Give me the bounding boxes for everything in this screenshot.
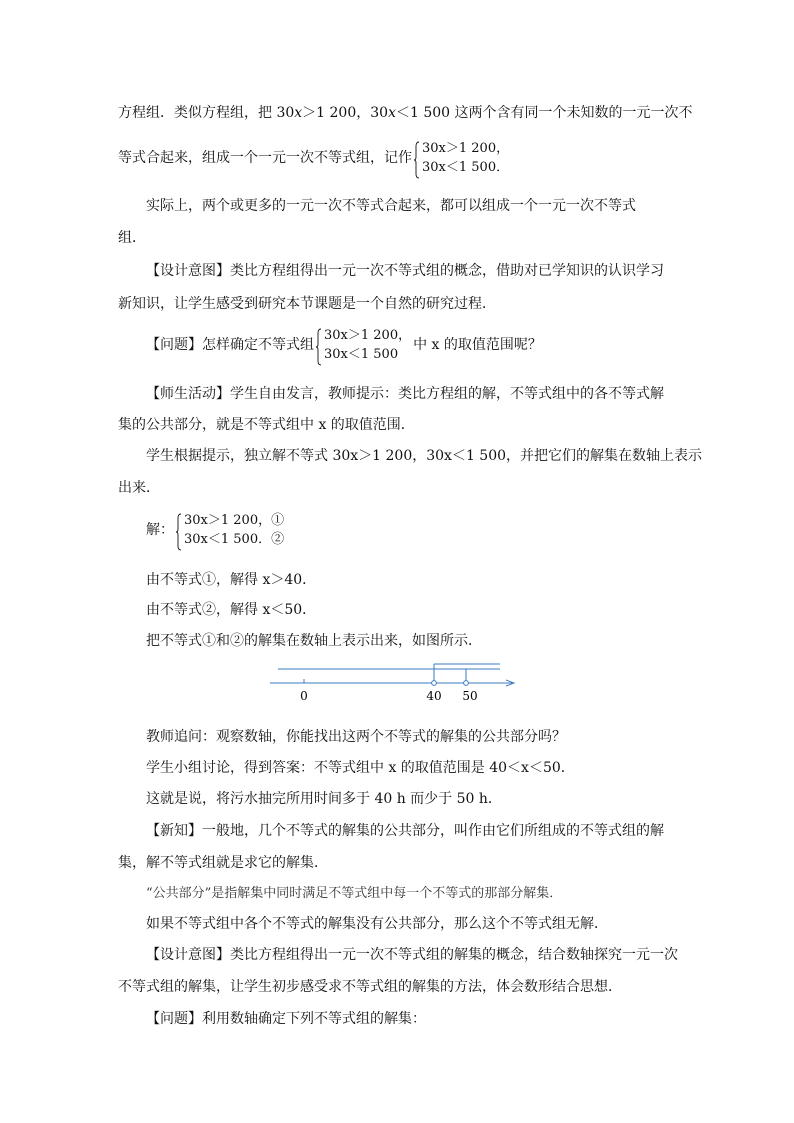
- paragraph-18-line-1: 【设计意图】类比方程组得出一元一次不等式组的解集的概念，结合数轴探究一元一次: [146, 947, 678, 963]
- paragraph-6-line-1: 【师生活动】学生自由发言，教师提示：类比方程组的解，不等式组中的各不等式解: [146, 386, 664, 402]
- paragraph-7-line-2: 出来．: [118, 480, 160, 496]
- paragraph-4-line-1: 【设计意图】类比方程组得出一元一次不等式组的概念，借助对已学知识的认识学习: [146, 263, 664, 279]
- paragraph-14: 这就是说，将污水抽完所用时间多于 40 h 而少于 50 h．: [146, 791, 502, 807]
- paragraph-6-line-2: 集的公共部分，就是不等式组中 x 的取值范围．: [118, 417, 415, 433]
- paragraph-3-line-2: 组．: [118, 230, 146, 246]
- open-point-40: [432, 681, 437, 686]
- paragraph-19: 【问题】利用数轴确定下列不等式组的解集：: [146, 1011, 426, 1027]
- inequality-system-3: 30x＞1 200，① 30x＜1 500．②: [176, 511, 284, 549]
- inequality-system-1: 30x＞1 200， 30x＜1 500．: [414, 139, 509, 177]
- tick-label-40: 40: [426, 689, 442, 703]
- paragraph-13: 学生小组讨论，得到答案：不等式组中 x 的取值范围是 40＜x＜50．: [146, 760, 575, 776]
- paragraph-7-line-1: 学生根据提示，独立解不等式 30x＞1 200，30x＜1 500，并把它们的解集在数轴上表示: [146, 448, 703, 464]
- paragraph-15-line-2: 集，解不等式组就是求它的解集．: [118, 855, 328, 871]
- paragraph-16: “公共部分”是指解集中同时满足不等式组中每一个不等式的那部分解集．: [146, 886, 563, 901]
- paragraph-3-line-1: 实际上，两个或更多的一元一次不等式合起来，都可以组成一个一元一次不等式: [146, 198, 636, 214]
- paragraph-5: 【问题】怎样确定不等式组 30x＞1 200， 30x＜1 500 中 x 的取值范围呢？: [146, 325, 542, 365]
- brace-icon: [414, 141, 420, 179]
- open-point-50: [464, 681, 469, 686]
- tick-label-50: 50: [462, 689, 478, 703]
- solution-step-3: 把不等式①和②的解集在数轴上表示出来，如图所示．: [146, 633, 482, 649]
- paragraph-4-line-2: 新知识，让学生感受到研究本节课题是一个自然的研究过程．: [118, 296, 496, 312]
- paragraph-17: 如果不等式组中各个不等式的解集没有公共部分，那么这个不等式组无解．: [146, 916, 608, 932]
- inequality-system-2: 30x＞1 200， 30x＜1 500: [316, 326, 411, 364]
- paragraph-18-line-2: 不等式组的解集，让学生初步感受求不等式组的解集的方法，体会数形结合思想．: [118, 979, 622, 995]
- paragraph-2: 等式合起来，组成一个一元一次不等式组，记作 30x＞1 200， 30x＜1 500．: [118, 138, 511, 178]
- number-line-diagram: [270, 656, 522, 704]
- brace-icon: [176, 513, 182, 551]
- paragraph-12: 教师追问：观察数轴，你能找出这两个不等式的解集的公共部分吗？: [146, 729, 566, 745]
- paragraph-1: 方程组．类似方程组，把 30x＞1 200，30x＜1 500 这两个含有同一个未知数的一元一次不: [118, 105, 693, 121]
- brace-icon: [316, 328, 322, 366]
- tick-label-0: 0: [300, 689, 308, 703]
- solution-step-1: 由不等式①，解得 x＞40．: [146, 572, 317, 588]
- solution-system: 解： 30x＞1 200，① 30x＜1 500．②: [146, 510, 286, 550]
- solution-step-2: 由不等式②，解得 x＜50．: [146, 602, 317, 618]
- paragraph-15-line-1: 【新知】一般地，几个不等式的解集的公共部分，叫作由它们所组成的不等式组的解: [146, 823, 664, 839]
